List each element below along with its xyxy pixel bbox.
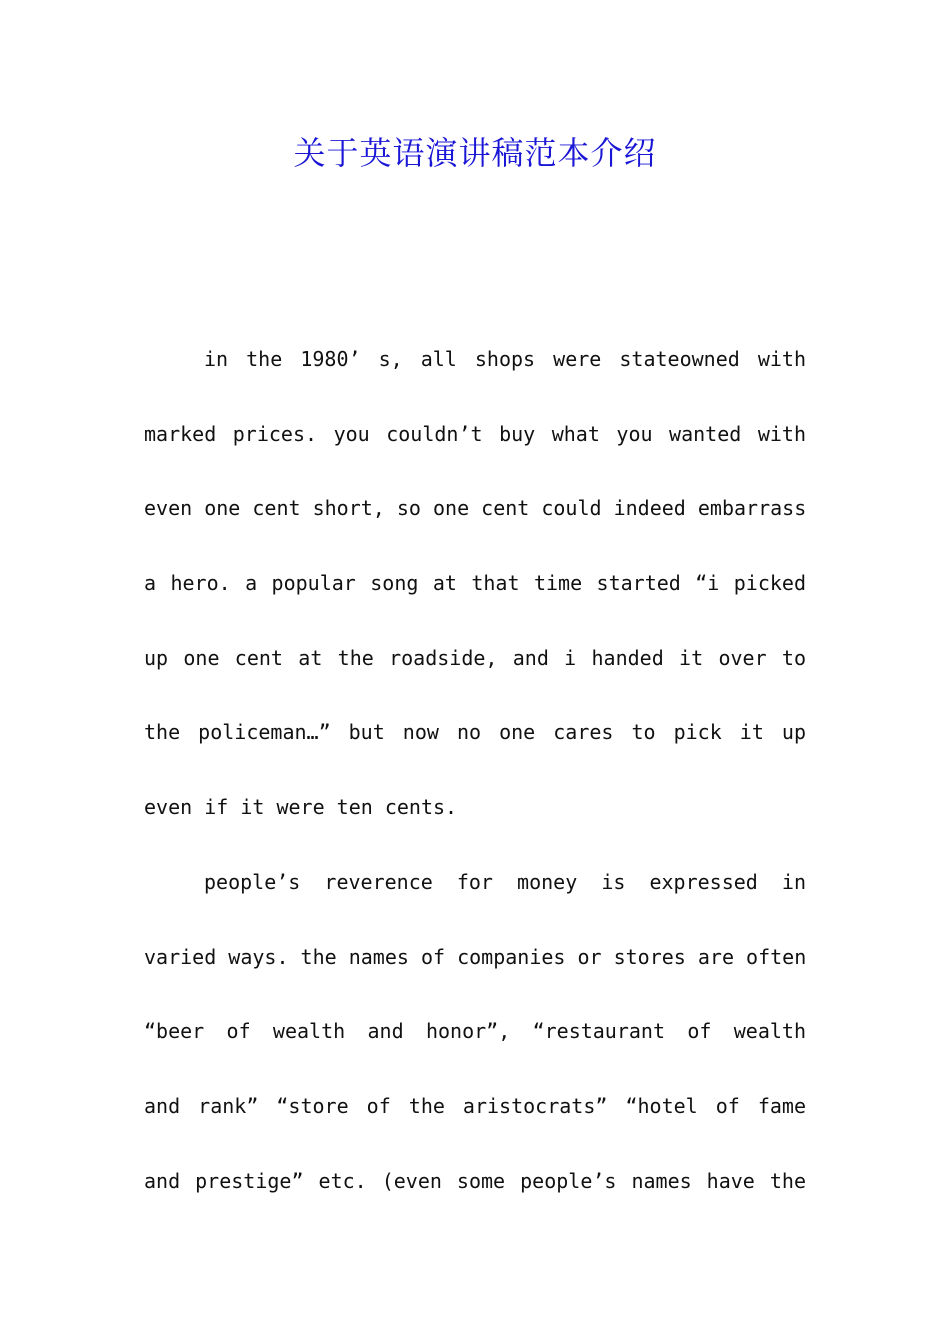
text-line: up one cent at the roadside, and i handed it over to: [144, 645, 806, 670]
text-line: marked prices. you couldn’t buy what you wanted with: [144, 421, 806, 446]
document-body: [144, 322, 806, 1218]
paragraph-2: [144, 845, 806, 1218]
text-line: even if it were ten cents.: [144, 795, 458, 820]
text-line: even one cent short, so one cent could indeed embarrass: [144, 496, 806, 521]
text-line: varied ways. the names of companies or stores are often: [144, 944, 806, 969]
paragraph-1: [144, 322, 806, 845]
text-line: the policeman…” but now no one cares to pick it up: [144, 720, 806, 745]
text-line: and prestige” etc. (even some people’s names have the: [144, 1168, 806, 1193]
text-line: a hero. a popular song at that time started “i picked: [144, 571, 806, 596]
text-line: people’s reverence for money is expressed in: [204, 869, 806, 894]
document-title: 关于英语演讲稿范本介绍: [293, 134, 657, 172]
text-line: in the 1980’ s, all shops were stateowned with: [204, 347, 806, 371]
text-line: “beer of wealth and honor”, “restaurant of wealth: [144, 1019, 806, 1044]
text-line: and rank” “store of the aristocrats” “hotel of fame: [144, 1093, 806, 1118]
